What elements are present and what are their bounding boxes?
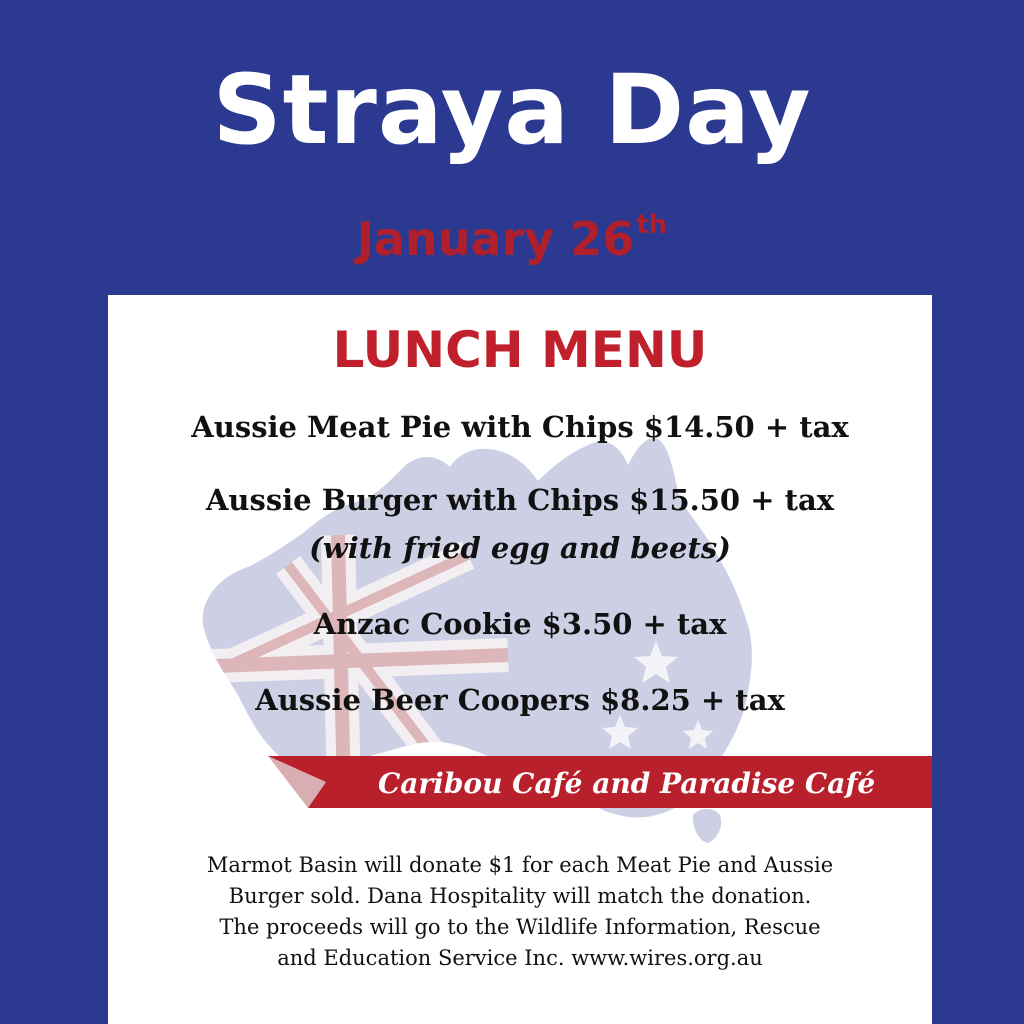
menu-item-beer: Aussie Beer Coopers $8.25 + tax [255, 683, 785, 717]
donation-note [148, 850, 892, 974]
menu-item-burger: Aussie Burger with Chips $15.50 + tax [205, 483, 835, 517]
donation-line: Marmot Basin will donate $1 for each Meat Pie and Aussie [206, 853, 834, 877]
donation-line: and Education Service Inc. www.wires.org.au [277, 946, 763, 970]
ribbon-label: Caribou Café and Paradise Café [378, 767, 876, 800]
menu-item-meat-pie: Aussie Meat Pie with Chips $14.50 + tax [191, 410, 849, 444]
event-date [0, 210, 1024, 266]
event-date-text: January 26 [356, 212, 635, 266]
event-date-suffix: th [636, 210, 668, 240]
menu-item-anzac-cookie: Anzac Cookie $3.50 + tax [313, 607, 727, 641]
donation-line: Burger sold. Dana Hospitality will match the donation. [228, 884, 812, 908]
menu-heading: LUNCH MENU [332, 321, 708, 379]
menu-card [108, 295, 932, 1024]
page-title: Straya Day [212, 54, 812, 166]
menu-item-burger-note: (with fried egg and beets) [309, 531, 731, 565]
donation-line: The proceeds will go to the Wildlife Information, Rescue [219, 915, 821, 939]
